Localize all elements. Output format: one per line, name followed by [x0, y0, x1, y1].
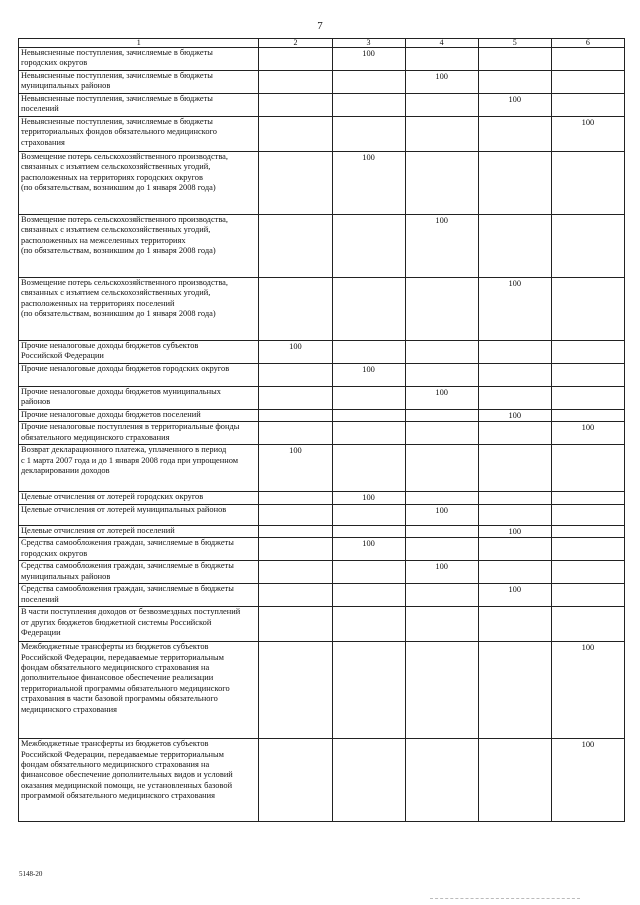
normative-value-cell: [259, 642, 332, 739]
normative-value-cell: [478, 341, 551, 364]
normative-value-cell: [332, 445, 405, 492]
table-row: [19, 94, 625, 117]
normative-value-cell: [332, 117, 405, 152]
normative-value-cell: 100: [259, 341, 332, 364]
normative-value-cell: [332, 387, 405, 410]
revenue-item-name: Прочие неналоговые доходы бюджетов муниципальных районов: [19, 387, 259, 410]
normative-value-cell: [405, 410, 478, 422]
normative-value-cell: [478, 422, 551, 445]
scan-artifact: [430, 898, 580, 900]
normative-value-cell: 100: [478, 278, 551, 341]
normative-value-cell: [405, 642, 478, 739]
normative-value-cell: [259, 94, 332, 117]
normative-value-cell: [405, 422, 478, 445]
normative-value-cell: [551, 278, 624, 341]
revenue-item-name: Средства самообложения граждан, зачисляемые в бюджеты поселений: [19, 584, 259, 607]
normative-value-cell: [259, 607, 332, 642]
normative-value-cell: [332, 422, 405, 445]
normative-value-cell: 100: [332, 538, 405, 561]
normative-value-cell: [478, 152, 551, 215]
revenue-item-name: Возмещение потерь сельскохозяйственного производства, связанных с изъятием сельскохозяйственных угодий, расположенных на территориях поселений (по обязательствам, возникшим до 1 января 2008 года): [19, 278, 259, 341]
normative-value-cell: [405, 584, 478, 607]
normative-value-cell: [551, 215, 624, 278]
table-row: [19, 538, 625, 561]
normative-value-cell: [332, 341, 405, 364]
normative-value-cell: [259, 215, 332, 278]
normative-value-cell: 100: [478, 584, 551, 607]
normative-value-cell: [405, 525, 478, 537]
table-row: [19, 445, 625, 492]
table-row: [19, 492, 625, 504]
normative-value-cell: [405, 94, 478, 117]
normative-value-cell: [259, 410, 332, 422]
revenue-item-name: Целевые отчисления от лотерей городских округов: [19, 492, 259, 504]
normative-value-cell: 100: [405, 71, 478, 94]
normative-value-cell: [551, 341, 624, 364]
normative-value-cell: 100: [478, 525, 551, 537]
normative-value-cell: 100: [332, 492, 405, 504]
column-number-row: [19, 39, 625, 48]
normative-value-cell: [405, 739, 478, 822]
table-row: [19, 48, 625, 71]
normative-value-cell: [259, 364, 332, 387]
normative-value-cell: [405, 152, 478, 215]
normative-value-cell: [478, 492, 551, 504]
revenue-item-name: Прочие неналоговые доходы бюджетов поселений: [19, 410, 259, 422]
column-header: 4: [405, 39, 478, 48]
revenue-item-name: Целевые отчисления от лотерей поселений: [19, 525, 259, 537]
table-row: [19, 422, 625, 445]
normative-value-cell: [332, 561, 405, 584]
normative-value-cell: [551, 584, 624, 607]
normative-value-cell: [551, 410, 624, 422]
normative-value-cell: [332, 642, 405, 739]
normative-value-cell: [551, 445, 624, 492]
normative-value-cell: 100: [551, 117, 624, 152]
normative-value-cell: [551, 492, 624, 504]
normative-value-cell: 100: [478, 94, 551, 117]
normative-value-cell: [259, 48, 332, 71]
normative-value-cell: 100: [332, 48, 405, 71]
normative-value-cell: [332, 278, 405, 341]
table-row: [19, 71, 625, 94]
revenue-item-name: В части поступления доходов от безвозмездных поступлений от других бюджетов бюджетной системы Российской Федерации: [19, 607, 259, 642]
normative-value-cell: [259, 422, 332, 445]
normative-value-cell: [259, 71, 332, 94]
table-body: [19, 48, 625, 822]
normative-value-cell: [405, 607, 478, 642]
revenue-item-name: Средства самообложения граждан, зачисляемые в бюджеты городских округов: [19, 538, 259, 561]
normative-value-cell: [478, 445, 551, 492]
normative-value-cell: [332, 584, 405, 607]
normative-value-cell: 100: [259, 445, 332, 492]
normative-value-cell: [405, 341, 478, 364]
revenue-item-name: Целевые отчисления от лотерей муниципальных районов: [19, 504, 259, 525]
table-row: [19, 215, 625, 278]
revenue-item-name: Средства самообложения граждан, зачисляемые в бюджеты муниципальных районов: [19, 561, 259, 584]
normative-value-cell: [332, 94, 405, 117]
normative-value-cell: [405, 117, 478, 152]
normative-value-cell: [259, 525, 332, 537]
column-header: 6: [551, 39, 624, 48]
table-row: [19, 364, 625, 387]
normative-value-cell: [405, 48, 478, 71]
normative-value-cell: [332, 215, 405, 278]
table-row: [19, 561, 625, 584]
normative-value-cell: [478, 364, 551, 387]
revenue-item-name: Возврат декларационного платежа, уплаченного в период с 1 марта 2007 года и до 1 января 2008 года при упрощенном декларировании доходов: [19, 445, 259, 492]
normative-value-cell: [405, 445, 478, 492]
normative-value-cell: [405, 538, 478, 561]
table-row: [19, 410, 625, 422]
normative-value-cell: [478, 607, 551, 642]
normative-value-cell: [551, 48, 624, 71]
normative-value-cell: [551, 364, 624, 387]
normative-value-cell: [478, 117, 551, 152]
normative-value-cell: 100: [405, 504, 478, 525]
normative-value-cell: [478, 215, 551, 278]
table-row: [19, 504, 625, 525]
revenue-item-name: Прочие неналоговые доходы бюджетов городских округов: [19, 364, 259, 387]
normative-value-cell: [478, 48, 551, 71]
normative-value-cell: [259, 117, 332, 152]
normative-value-cell: [551, 504, 624, 525]
table-row: [19, 642, 625, 739]
normative-value-cell: [551, 71, 624, 94]
normative-value-cell: [259, 538, 332, 561]
normative-value-cell: [259, 152, 332, 215]
table-row: [19, 739, 625, 822]
normative-value-cell: [259, 561, 332, 584]
revenue-item-name: Возмещение потерь сельскохозяйственного производства, связанных с изъятием сельскохозяйственных угодий, расположенных на межселенных территориях (по обязательствам, возникшим до 1 января 2008 года): [19, 215, 259, 278]
normative-value-cell: [551, 561, 624, 584]
revenue-item-name: Невыясненные поступления, зачисляемые в бюджеты территориальных фондов обязательного медицинского страхования: [19, 117, 259, 152]
normative-value-cell: [551, 525, 624, 537]
normative-value-cell: [332, 525, 405, 537]
normative-value-cell: 100: [551, 642, 624, 739]
table-row: [19, 607, 625, 642]
revenue-distribution-table: [18, 38, 625, 822]
revenue-item-name: Возмещение потерь сельскохозяйственного производства, связанных с изъятием сельскохозяйственных угодий, расположенных на территориях городских округов (по обязательствам, возникшим до 1 января 2008 года): [19, 152, 259, 215]
normative-value-cell: [259, 278, 332, 341]
normative-value-cell: [478, 642, 551, 739]
table-row: [19, 387, 625, 410]
revenue-item-name: Межбюджетные трансферты из бюджетов субъектов Российской Федерации, передаваемые территориальным фондам обязательного медицинского страхования на дополнительное финансовое обеспечение реализации территориальной программы обязательного медицинского страхования в части базовой программы обязательного медицинского страхования: [19, 642, 259, 739]
table-row: [19, 278, 625, 341]
normative-value-cell: [332, 739, 405, 822]
normative-value-cell: 100: [332, 364, 405, 387]
normative-value-cell: [478, 739, 551, 822]
normative-value-cell: [332, 607, 405, 642]
normative-value-cell: [332, 504, 405, 525]
normative-value-cell: [551, 94, 624, 117]
normative-value-cell: [478, 538, 551, 561]
normative-value-cell: [259, 387, 332, 410]
normative-value-cell: 100: [405, 561, 478, 584]
table-row: [19, 152, 625, 215]
revenue-item-name: Невыясненные поступления, зачисляемые в бюджеты городских округов: [19, 48, 259, 71]
document-code: 5148-20: [19, 870, 43, 878]
normative-value-cell: [332, 71, 405, 94]
normative-value-cell: [259, 492, 332, 504]
column-header: 2: [259, 39, 332, 48]
revenue-item-name: Прочие неналоговые доходы бюджетов субъектов Российской Федерации: [19, 341, 259, 364]
normative-value-cell: [478, 71, 551, 94]
normative-value-cell: [478, 387, 551, 410]
normative-value-cell: [259, 584, 332, 607]
revenue-item-name: Межбюджетные трансферты из бюджетов субъектов Российской Федерации, передаваемые территориальным фондам обязательного медицинского страхования на финансовое обеспечение дополнительных видов и условий оказания медицинской помощи, не установленных базовой программой обязательного медицинского страхования: [19, 739, 259, 822]
normative-value-cell: 100: [405, 387, 478, 410]
column-header: 5: [478, 39, 551, 48]
normative-value-cell: 100: [478, 410, 551, 422]
table-row: [19, 117, 625, 152]
normative-value-cell: [478, 504, 551, 525]
revenue-item-name: Невыясненные поступления, зачисляемые в бюджеты поселений: [19, 94, 259, 117]
table-row: [19, 341, 625, 364]
normative-value-cell: [259, 504, 332, 525]
normative-value-cell: [405, 364, 478, 387]
normative-value-cell: 100: [405, 215, 478, 278]
revenue-item-name: Невыясненные поступления, зачисляемые в бюджеты муниципальных районов: [19, 71, 259, 94]
normative-value-cell: 100: [332, 152, 405, 215]
normative-value-cell: [405, 492, 478, 504]
normative-value-cell: [332, 410, 405, 422]
normative-value-cell: [478, 561, 551, 584]
page-number: 7: [317, 20, 323, 32]
normative-value-cell: [551, 152, 624, 215]
normative-value-cell: 100: [551, 422, 624, 445]
normative-value-cell: [405, 278, 478, 341]
column-header: 3: [332, 39, 405, 48]
table-row: [19, 525, 625, 537]
revenue-item-name: Прочие неналоговые поступления в территориальные фонды обязательного медицинского страхования: [19, 422, 259, 445]
column-header: 1: [19, 39, 259, 48]
normative-value-cell: [551, 607, 624, 642]
normative-value-cell: 100: [551, 739, 624, 822]
normative-value-cell: [551, 387, 624, 410]
normative-value-cell: [259, 739, 332, 822]
normative-value-cell: [551, 538, 624, 561]
table-row: [19, 584, 625, 607]
